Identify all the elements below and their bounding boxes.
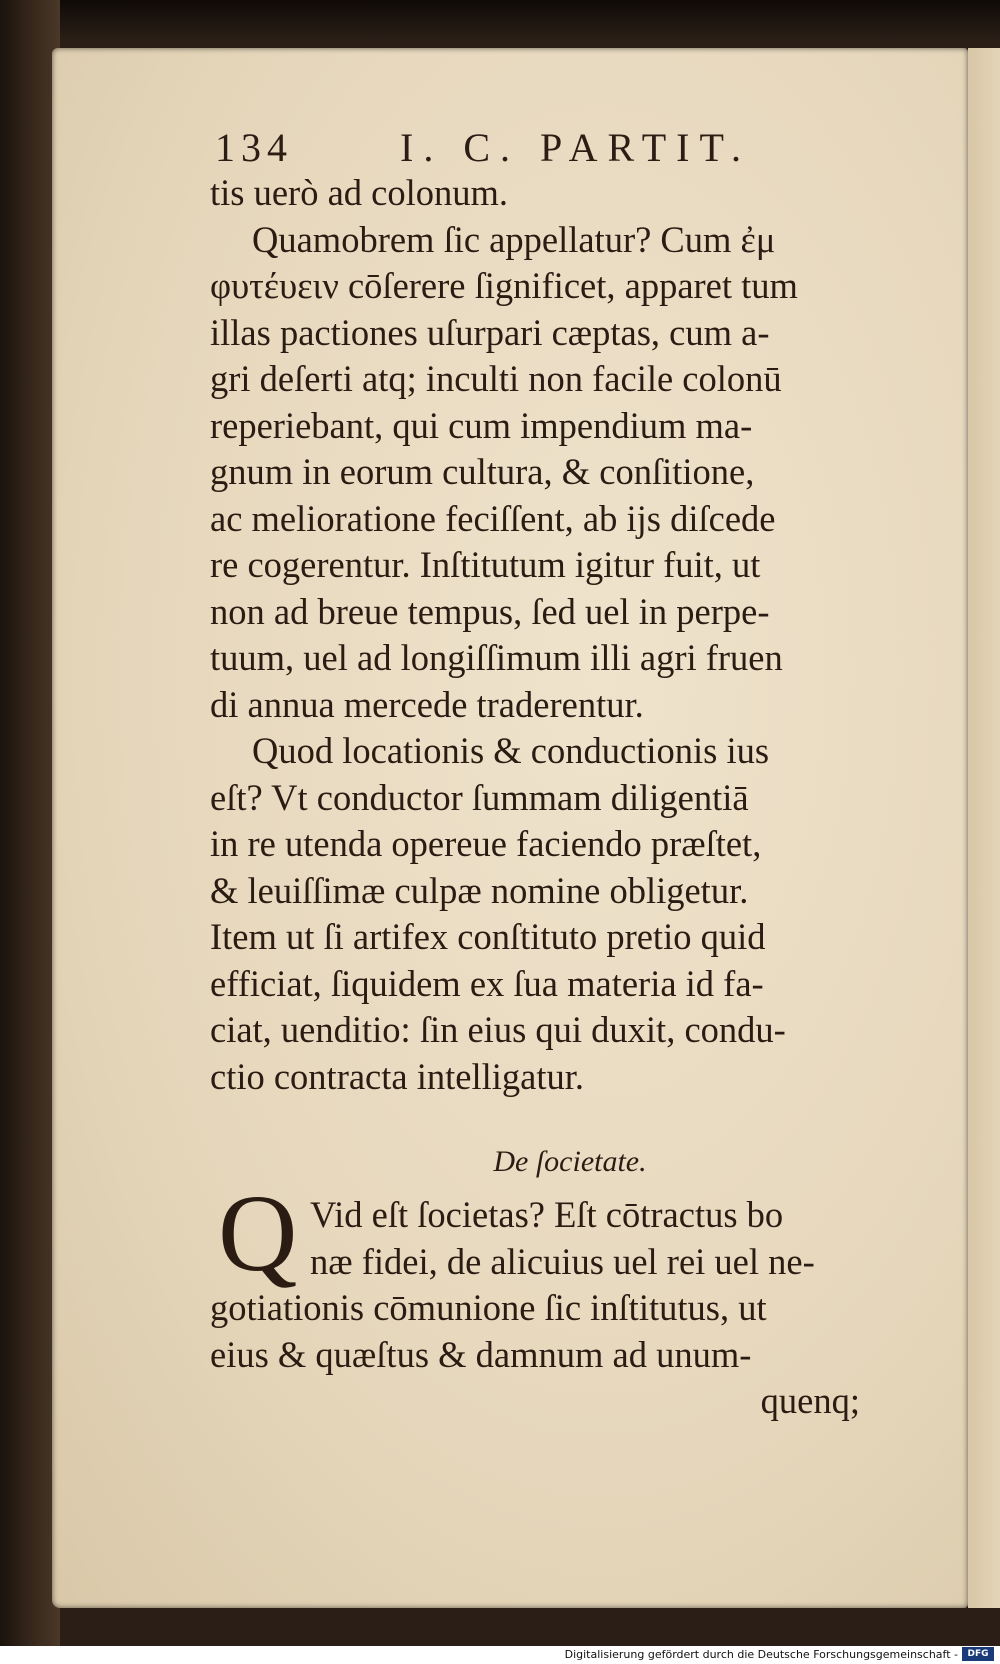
- spacer: [210, 1100, 910, 1132]
- text-line: Vid eſt ſocietas? Eſt cōtractus bo: [310, 1194, 784, 1235]
- scan-background-left: [0, 0, 60, 1664]
- catchword: quenq;: [760, 1380, 860, 1421]
- dfg-logo: DFG: [962, 1647, 994, 1661]
- text-line: tuum, uel ad longiſſimum illi agri fruen: [210, 637, 783, 678]
- text-line: eſt? Vt conductor ſummam diligentiā: [210, 776, 749, 818]
- text-line: illas pactiones uſurpari cæptas, cum a-: [210, 311, 770, 353]
- text-line: ctio contracta intelligatur.: [210, 1055, 584, 1097]
- text-line: gri deſerti atq; inculti non facile colonū: [210, 358, 782, 399]
- footer-credit: Digitalisierung gefördert durch die Deutsche Forschungsgemeinschaft -: [564, 1648, 958, 1661]
- running-title: I. C. PARTIT.: [400, 125, 751, 170]
- section-opening: [210, 1172, 910, 1425]
- text-line: reperiebant, qui cum impendium ma-: [210, 404, 753, 446]
- text-line: næ fidei, de alicuius uel rei uel ne-: [310, 1240, 815, 1282]
- text-line: gnum in eorum cultura, & conſitione,: [210, 451, 755, 492]
- text-line: & leuiſſimæ culpæ nomine obligetur.: [210, 869, 749, 911]
- page-text: [210, 170, 910, 1425]
- text-line: Quamobrem ſic appellatur? Cum ἐμ: [252, 218, 776, 260]
- running-header: [215, 124, 775, 172]
- text-line: re cogerentur. Inſtitutum igitur fuit, ut: [210, 544, 761, 585]
- text-line: in re utenda opereue faciendo præſtet,: [210, 823, 762, 864]
- text-line: efficiat, ſiquidem ex ſua materia id fa-: [210, 962, 764, 1004]
- scan-background-top: [0, 0, 1000, 40]
- text-line: Quod locationis & conductionis ius: [252, 730, 770, 771]
- drop-capital: Q: [218, 1172, 298, 1294]
- page-number: 134: [215, 125, 293, 170]
- text-line: tis uerò ad colonum.: [210, 172, 509, 213]
- text-line: eius & quæſtus & damnum ad unum-: [210, 1333, 752, 1375]
- text-line: non ad breue tempus, ſed uel in perpe-: [210, 590, 770, 632]
- text-line: di annua mercede traderentur.: [210, 683, 644, 725]
- page-edge: [968, 48, 1000, 1608]
- section-heading: De ſocietate.: [493, 1145, 647, 1178]
- text-line: ac melioratione feciſſent, ab ijs diſcede: [210, 497, 776, 539]
- text-line: Item ut ſi artifex conſtituto pretio quid: [210, 916, 766, 957]
- text-line: gotiationis cōmunione ſic inſtitutus, ut: [210, 1287, 767, 1328]
- text-line: ciat, uenditio: ſin eius qui duxit, condu-: [210, 1009, 786, 1050]
- text-line: φυτέυειν cōſerere ſignificet, apparet tum: [210, 265, 798, 306]
